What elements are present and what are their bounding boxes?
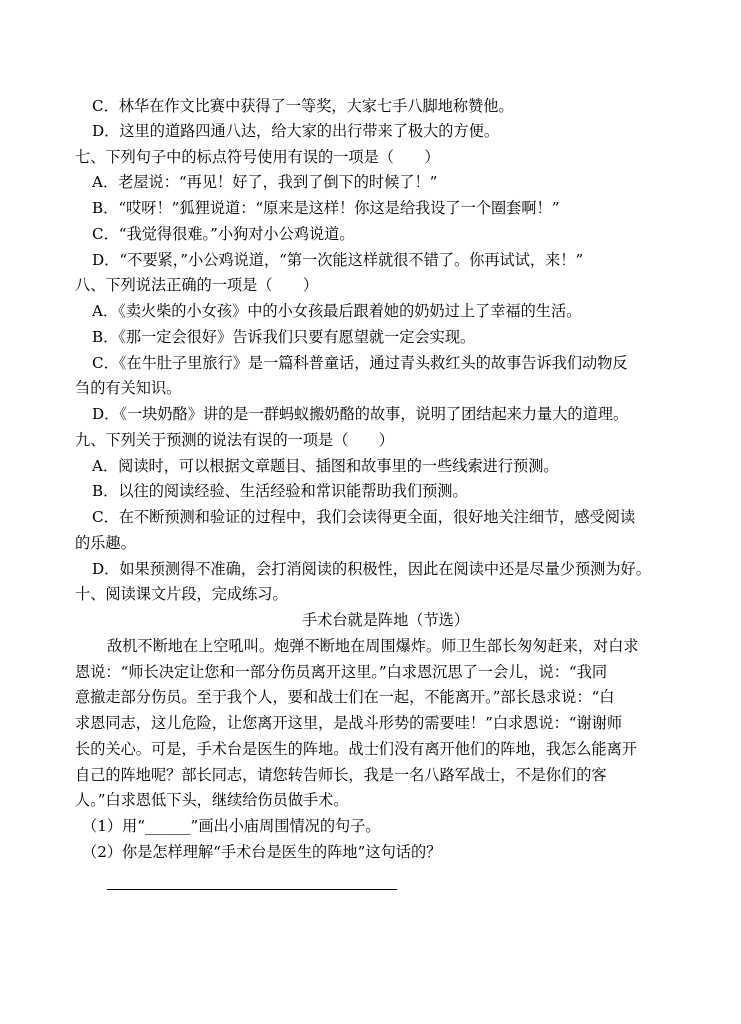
q8-heading: 八、下列说法正确的一项是（ ） [75, 276, 318, 294]
q6-option-c: C．林华在作文比赛中获得了一等奖，大家七手八脚地称赞他。 [92, 97, 514, 115]
q8-option-c-continued: 刍的有关知识。 [75, 379, 182, 397]
q7-option-c: C．“我觉得很难。”小狗对小公鸡说道。 [92, 225, 355, 243]
q8-option-b: B．《那一定会很好》告诉我们只要有愿望就一定会实现。 [92, 328, 476, 346]
q7-option-b: B．“哎呀！”狐狸说道：“原来是这样！你这是给我设了一个圈套啊！” [92, 199, 560, 217]
q9-option-d: D．如果预测得不准确，会打消阅读的积极性，因此在阅读中还是尽量少预测为好。 [92, 560, 651, 578]
q9-option-c-continued: 的乐趣。 [75, 534, 136, 552]
q10-sub-1: （1）用“______”画出小庙周围情况的句子。 [82, 817, 381, 835]
q9-option-a: A．阅读时，可以根据文章题目、插图和故事里的一些线索进行预测。 [92, 457, 559, 475]
q7-heading: 七、下列句子中的标点符号使用有误的一项是（ ） [75, 148, 440, 166]
q8-option-a: A．《卖火柴的小女孩》中的小女孩最后跟着她的奶奶过上了幸福的生活。 [92, 302, 582, 320]
q10-sub-2: （2）你是怎样理解“手术台是医生的阵地”这句话的？ [82, 843, 442, 861]
answer-line[interactable] [107, 889, 397, 890]
q8-option-d: D．《一块奶酪》讲的是一群蚂蚁搬奶酪的故事，说明了团结起来力量大的道理。 [92, 405, 629, 423]
passage-title: 手术台就是阵地（节选） [301, 611, 470, 629]
passage-line-3: 意撤走部分伤员。至于我个人，要和战士们在一起，不能离开。”部长恳求说：“白 [75, 688, 615, 706]
q8-option-c: C．《在牛肚子里旅行》是一篇科普童话，通过青头救红头的故事告诉我们动物反 [92, 354, 628, 372]
passage-line-1: 敌机不断地在上空吼叫。炮弹不断地在周围爆炸。师卫生部长匆匆赶来，对白求 [107, 637, 639, 655]
passage-line-4: 求恩同志，这儿危险，让您离开这里，是战斗形势的需要哇！”白求恩说：“谢谢师 [75, 714, 623, 732]
q9-heading: 九、下列关于预测的说法有误的一项是（ ） [75, 431, 394, 449]
passage-line-7: 人。”白求恩低下头，继续给伤员做手术。 [75, 791, 349, 809]
q7-option-a: A．老屋说：“再见！好了，我到了倒下的时候了！” [92, 173, 438, 191]
passage-line-2: 恩说：“师长决定让您和一部分伤员离开这里。”白求恩沉思了一会儿，说：“我同 [75, 663, 608, 681]
q9-option-c: C．在不断预测和验证的过程中，我们会读得更全面，很好地关注细节，感受阅读 [92, 508, 636, 526]
q9-option-b: B．以往的阅读经验、生活经验和常识能帮助我们预测。 [92, 482, 468, 500]
q6-option-d: D．这里的道路四通八达，给大家的出行带来了极大的方便。 [92, 122, 500, 140]
passage-line-6: 自己的阵地呢？部长同志，请您转告师长，我是一名八路军战士，不是你们的客 [75, 766, 607, 784]
q7-option-d: D．“不要紧，”小公鸡说道，“第一次能这样就很不错了。你再试试，来！” [92, 251, 584, 269]
passage-line-5: 长的关心。可是，手术台是医生的阵地。战士们没有离开他们的阵地，我怎么能离开 [75, 740, 637, 758]
q10-heading: 十、阅读课文片段，完成练习。 [75, 585, 288, 603]
